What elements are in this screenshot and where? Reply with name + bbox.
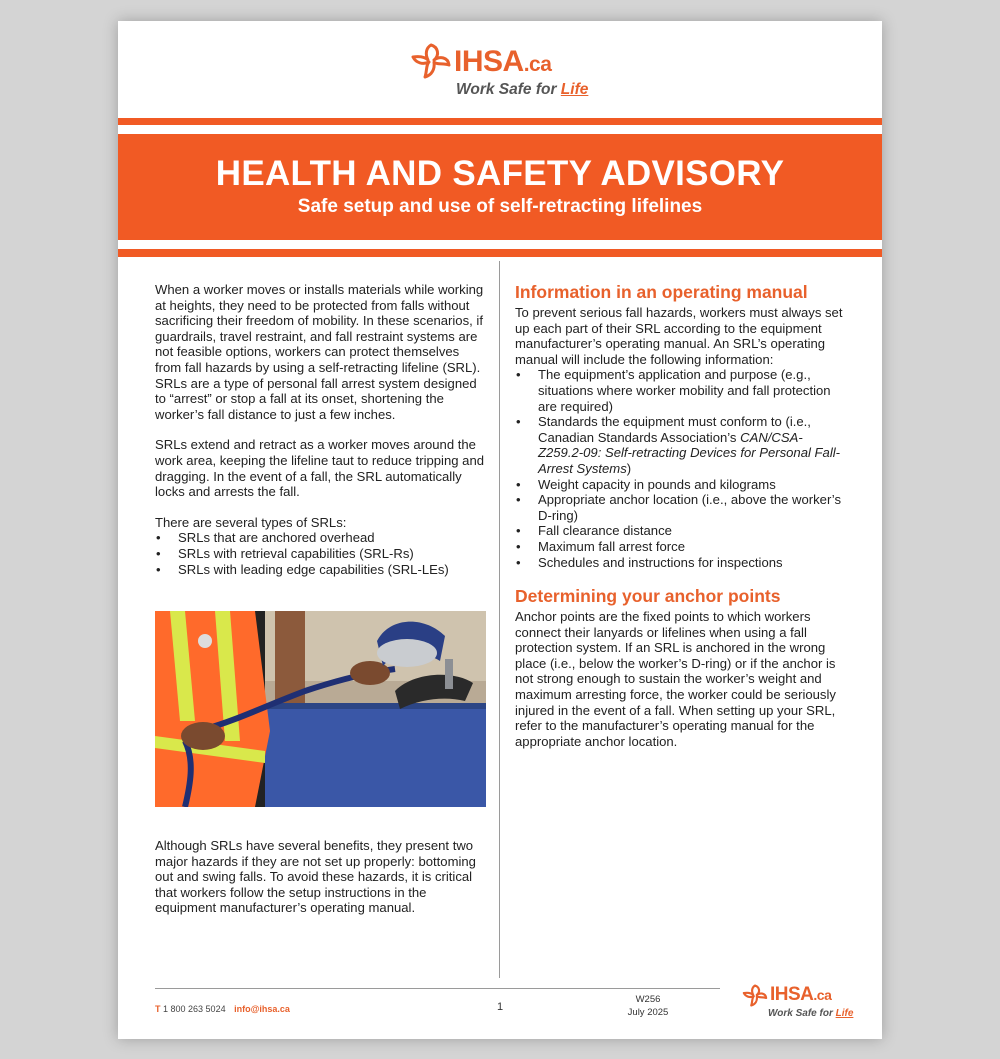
phone-number[interactable]: 1 800 263 5024 — [163, 1004, 226, 1014]
logo-tagline: Work Safe for Life — [768, 1008, 854, 1019]
section-heading-manual: Information in an operating manual — [515, 282, 808, 302]
section-heading-anchor: Determining your anchor points — [515, 586, 781, 607]
photo-illustration — [155, 611, 486, 807]
srl-description-paragraph: SRLs extend and retract as a worker moves around the work area, keeping the lifeline taut to reduce tripping and dragging. In the event of a fall, the SRL automatically locks and arrests the fall. — [155, 437, 485, 500]
column-divider — [499, 261, 500, 978]
left-column — [155, 282, 485, 577]
srl-types-list — [155, 530, 485, 577]
page-subtitle: Safe setup and use of self-retracting lifelines — [297, 196, 703, 217]
list-item: • SRLs that are anchored overhead — [155, 530, 485, 546]
worker-srl-photo — [155, 611, 486, 807]
list-item: • Schedules and instructions for inspections — [515, 555, 845, 571]
ihsa-leaf-icon — [410, 41, 452, 81]
page-title: HEALTH AND SAFETY ADVISORY — [215, 154, 785, 193]
doc-code-label: W256 — [635, 994, 661, 1005]
hazards-paragraph: Although SRLs have several benefits, they present two major hazards if they are not set up properly: bottoming out and swing falls. To avoid these hazards, it is critical that workers follow the setup instructions in the equipment manufacturer’s operating manual. — [155, 838, 476, 916]
footer-contact — [155, 1004, 290, 1014]
list-item: • Standards the equipment must conform to (i.e., Canadian Standards Association’s CAN/CSA-Z259.2-09: Self-retracting Devices for Personal Fall-Arrest Systems) — [515, 414, 845, 476]
list-item: • SRLs with leading edge capabilities (SRL-LEs) — [155, 562, 485, 578]
logo-wordmark: IHSA.ca — [454, 45, 552, 78]
list-item: • Appropriate anchor location (i.e., above the worker’s D-ring) — [515, 492, 845, 523]
list-item: • SRLs with retrieval capabilities (SRL-Rs) — [155, 546, 485, 562]
footer-logo[interactable] — [742, 983, 862, 1023]
anchor-paragraph: Anchor points are the fixed points to which workers connect their lanyards or lifelines when using a fall protection system. If an SRL is anchored in the wrong place (i.e., below the worker’s D-ring) or if the anchor is not strong enough to sustain the worker’s weight and maximum arresting force, the worker could be seriously injured in the event of a fall. When setting up your SRL, refer to the manufacturer’s operating manual for the appropriate anchor location. — [515, 609, 836, 749]
list-item: • Fall clearance distance — [515, 523, 845, 539]
title-banner — [118, 134, 882, 240]
srl-types-intro: There are several types of SRLs: — [155, 514, 347, 530]
right-column — [515, 282, 845, 749]
list-item: • Weight capacity in pounds and kilograms — [515, 477, 845, 493]
manual-info-list — [515, 367, 845, 570]
bottom-stripe — [118, 249, 882, 257]
email-link[interactable]: info@ihsa.ca — [234, 1004, 290, 1014]
phone-label: T — [155, 1004, 161, 1014]
list-item: • The equipment’s application and purpose (e.g., situations where worker mobility and fall protection are required) — [515, 367, 845, 414]
page-number: 1 — [497, 1001, 504, 1013]
document-code — [618, 993, 678, 1019]
footer-rule — [155, 988, 720, 989]
ihsa-leaf-icon — [742, 983, 768, 1008]
doc-date: July 2025 — [627, 1007, 669, 1018]
advisory-page — [118, 21, 882, 1039]
manual-paragraph: To prevent serious fall hazards, workers must always set up each part of their SRL according to the equipment manufacturer’s operating manual. An SRL’s operating manual will include the following information: — [515, 305, 843, 367]
logo-tagline: Work Safe for Life — [456, 81, 589, 98]
top-stripe — [118, 118, 882, 125]
intro-paragraph: When a worker moves or installs materials while working at heights, they need to be protected from falls without sacrificing their freedom of mobility. In these scenarios, if guardrails, travel restraint, and fall restraint systems are not feasible options, workers can protect themselves from fall hazards by using a self-retracting lifeline (SRL). SRLs are a type of personal fall arrest system designed to “arrest” or stop a fall at its onset, shortening the worker’s fall distance to just a few inches. — [155, 282, 484, 422]
list-item: • Maximum fall arrest force — [515, 539, 845, 555]
logo-wordmark: IHSA.ca — [770, 984, 832, 1005]
ihsa-logo[interactable] — [410, 41, 590, 103]
